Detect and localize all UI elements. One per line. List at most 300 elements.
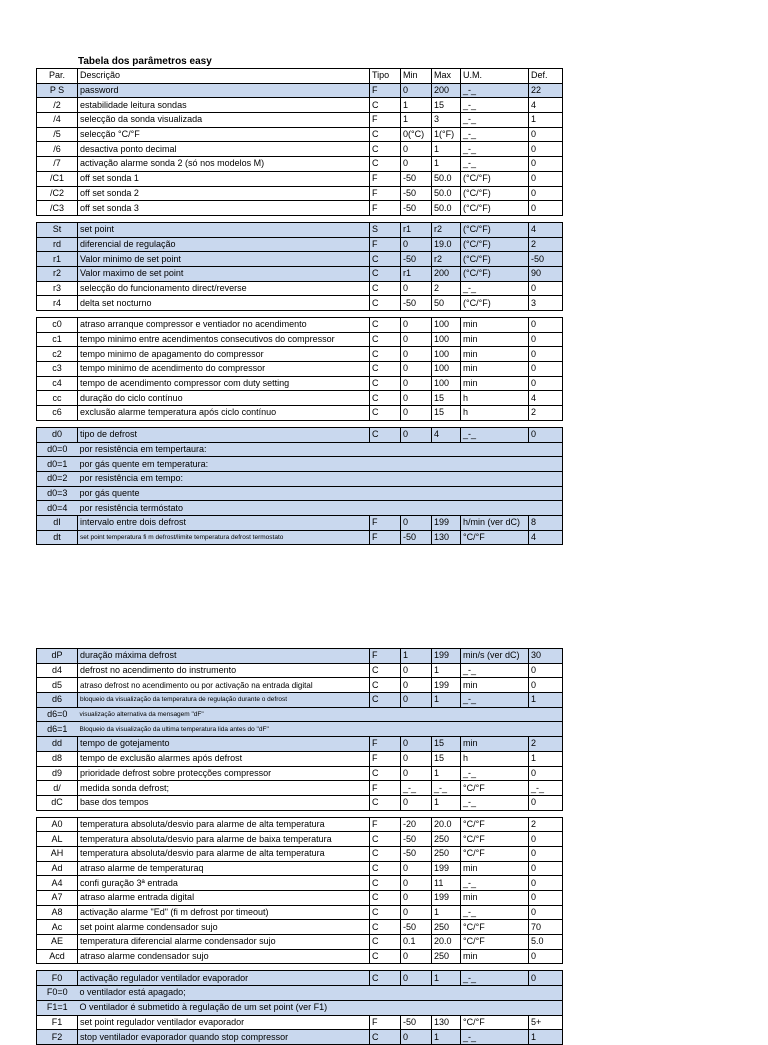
param-code: d6 <box>37 693 78 708</box>
param-default: 0 <box>529 332 563 347</box>
option-description: Bloqueio da visualização da ultima temperatura lida antes do "dF" <box>78 722 563 737</box>
param-default: 0 <box>529 157 563 172</box>
param-code: F0 <box>37 971 78 986</box>
param-type: F <box>370 751 401 766</box>
param-description: atraso alarme condensador sujo <box>78 949 370 964</box>
param-default: 0 <box>529 846 563 861</box>
param-default: 4 <box>529 98 563 113</box>
param-min: -50 <box>401 832 432 847</box>
option-description: O ventilador é submetido à regulação de um set point (ver F1) <box>78 1000 563 1015</box>
param-min: 1 <box>401 98 432 113</box>
param-type: C <box>370 252 401 267</box>
param-description: tempo minimo entre acendimentos consecutivos do compressor <box>78 332 370 347</box>
spacer-cell <box>37 215 563 222</box>
spacer-cell <box>37 420 563 427</box>
param-type: C <box>370 949 401 964</box>
param-min: 0 <box>401 406 432 421</box>
parameter-row <box>37 157 563 172</box>
param-unit: _-_ <box>461 113 529 128</box>
param-unit: _-_ <box>461 971 529 986</box>
param-type: C <box>370 766 401 781</box>
param-type: F <box>370 817 401 832</box>
param-max: 1 <box>432 142 461 157</box>
option-row <box>37 442 563 457</box>
parameter-row <box>37 237 563 252</box>
param-code: A7 <box>37 891 78 906</box>
param-description: Valor minimo de set point <box>78 252 370 267</box>
param-description: defrost no acendimento do instrumento <box>78 663 370 678</box>
param-default: 0 <box>529 376 563 391</box>
param-default: 1 <box>529 693 563 708</box>
param-min: -20 <box>401 817 432 832</box>
param-min: 0 <box>401 795 432 810</box>
param-unit: _-_ <box>461 157 529 172</box>
param-type: C <box>370 296 401 311</box>
param-default: 0 <box>529 905 563 920</box>
spacer-cell <box>37 964 563 971</box>
param-code: AH <box>37 846 78 861</box>
param-unit: _-_ <box>461 427 529 442</box>
param-description: set point <box>78 222 370 237</box>
parameter-row <box>37 751 563 766</box>
row-spacer <box>37 420 563 427</box>
param-default: 0 <box>529 281 563 296</box>
parameter-row <box>37 142 563 157</box>
param-unit: _-_ <box>461 83 529 98</box>
param-description: set point alarme condensador sujo <box>78 920 370 935</box>
param-default: 90 <box>529 266 563 281</box>
param-min: 0 <box>401 663 432 678</box>
param-max: 100 <box>432 318 461 333</box>
param-default: -50 <box>529 252 563 267</box>
param-max: 15 <box>432 737 461 752</box>
param-unit: (°C/°F) <box>461 186 529 201</box>
param-max: 100 <box>432 347 461 362</box>
param-type: F <box>370 737 401 752</box>
param-code: d0 <box>37 427 78 442</box>
param-description: medida sonda defrost; <box>78 781 370 796</box>
param-code: /4 <box>37 113 78 128</box>
param-code: d/ <box>37 781 78 796</box>
param-description: selecção °C/°F <box>78 127 370 142</box>
param-type: F <box>370 515 401 530</box>
param-type: C <box>370 935 401 950</box>
param-unit: min <box>461 678 529 693</box>
param-type: F <box>370 83 401 98</box>
parameter-row <box>37 83 563 98</box>
param-description: off set sonda 2 <box>78 186 370 201</box>
parameter-row <box>37 846 563 861</box>
param-code: d5 <box>37 678 78 693</box>
parameter-row <box>37 391 563 406</box>
param-max: _-_ <box>432 781 461 796</box>
param-description: tempo de gotejamento <box>78 737 370 752</box>
option-description: por resistência termóstato <box>78 501 563 516</box>
param-type: S <box>370 222 401 237</box>
parameter-row <box>37 971 563 986</box>
param-unit: min <box>461 347 529 362</box>
spacer-cell <box>37 810 563 817</box>
param-code: /C2 <box>37 186 78 201</box>
param-code: d0=1 <box>37 457 78 472</box>
header-def: Def. <box>529 69 563 84</box>
param-min: -50 <box>401 296 432 311</box>
param-min: -50 <box>401 201 432 216</box>
param-description: duração máxima defrost <box>78 649 370 664</box>
param-code: P S <box>37 83 78 98</box>
param-code: /5 <box>37 127 78 142</box>
parameter-row <box>37 332 563 347</box>
param-type: C <box>370 678 401 693</box>
param-type: C <box>370 142 401 157</box>
param-unit: min <box>461 376 529 391</box>
param-min: 0 <box>401 693 432 708</box>
header-um: U.M. <box>461 69 529 84</box>
param-min: 0 <box>401 157 432 172</box>
param-min: 0 <box>401 891 432 906</box>
param-unit: min <box>461 737 529 752</box>
param-default: 4 <box>529 530 563 545</box>
param-default: 1 <box>529 113 563 128</box>
param-min: 0 <box>401 318 432 333</box>
parameter-row <box>37 795 563 810</box>
param-max: 50.0 <box>432 171 461 186</box>
param-code: cc <box>37 391 78 406</box>
param-unit: _-_ <box>461 795 529 810</box>
param-description: Valor maximo de set point <box>78 266 370 281</box>
param-default: 0 <box>529 678 563 693</box>
param-type: C <box>370 157 401 172</box>
param-unit: _-_ <box>461 876 529 891</box>
param-description: temperatura absoluta/desvio para alarme de baixa temperatura <box>78 832 370 847</box>
param-unit: _-_ <box>461 281 529 296</box>
parameter-row <box>37 347 563 362</box>
spacer-cell <box>37 311 563 318</box>
param-default: 8 <box>529 515 563 530</box>
param-type: C <box>370 905 401 920</box>
param-max: r2 <box>432 252 461 267</box>
param-type: C <box>370 876 401 891</box>
param-max: 1 <box>432 693 461 708</box>
param-default: 0 <box>529 318 563 333</box>
param-description: tempo minimo de apagamento do compressor <box>78 347 370 362</box>
param-description: set point temperatura fi m defrost/limite temperatura defrost termostato <box>78 530 370 545</box>
param-unit: _-_ <box>461 693 529 708</box>
param-default: 22 <box>529 83 563 98</box>
parameter-row <box>37 296 563 311</box>
param-code: A8 <box>37 905 78 920</box>
param-description: tipo de defrost <box>78 427 370 442</box>
param-max: 2 <box>432 281 461 296</box>
param-max: 20.0 <box>432 935 461 950</box>
parameter-row <box>37 781 563 796</box>
param-description: estabilidade leitura sondas <box>78 98 370 113</box>
parameter-row <box>37 861 563 876</box>
parameter-row <box>37 127 563 142</box>
option-row <box>37 457 563 472</box>
param-default: 2 <box>529 737 563 752</box>
param-min: _-_ <box>401 781 432 796</box>
param-code: r1 <box>37 252 78 267</box>
option-description: por resistência em tempo: <box>78 471 563 486</box>
param-unit: h <box>461 406 529 421</box>
parameter-row <box>37 515 563 530</box>
param-max: 100 <box>432 362 461 377</box>
param-type: C <box>370 920 401 935</box>
param-min: 0 <box>401 766 432 781</box>
param-type: C <box>370 332 401 347</box>
param-default: 0 <box>529 949 563 964</box>
param-description: tempo minimo de acendimento do compressor <box>78 362 370 377</box>
param-max: 250 <box>432 949 461 964</box>
header-min: Min <box>401 69 432 84</box>
param-code: F2 <box>37 1030 78 1045</box>
param-unit: _-_ <box>461 1030 529 1045</box>
param-unit: h/min (ver dC) <box>461 515 529 530</box>
param-description: temperatura absoluta/desvio para alarme de alta temperatura <box>78 817 370 832</box>
param-description: exclusão alarme temperatura após ciclo contínuo <box>78 406 370 421</box>
param-max: 1 <box>432 663 461 678</box>
parameter-row <box>37 1030 563 1045</box>
parameter-row <box>37 678 563 693</box>
option-description: o ventilador está apagado; <box>78 986 563 1001</box>
param-type: C <box>370 127 401 142</box>
param-unit: min <box>461 332 529 347</box>
param-max: 199 <box>432 678 461 693</box>
parameter-row <box>37 876 563 891</box>
param-code: d0=3 <box>37 486 78 501</box>
param-max: 4 <box>432 427 461 442</box>
param-code: c2 <box>37 347 78 362</box>
param-type: F <box>370 171 401 186</box>
param-description: atraso defrost no acendimento ou por activação na entrada digital <box>78 678 370 693</box>
param-code: d9 <box>37 766 78 781</box>
param-max: 130 <box>432 530 461 545</box>
param-type: C <box>370 795 401 810</box>
parameter-row <box>37 113 563 128</box>
parameter-row <box>37 920 563 935</box>
param-max: 250 <box>432 846 461 861</box>
param-code: /C3 <box>37 201 78 216</box>
param-unit: °C/°F <box>461 817 529 832</box>
param-default: 2 <box>529 406 563 421</box>
param-min: -50 <box>401 920 432 935</box>
parameter-row <box>37 905 563 920</box>
param-type: F <box>370 530 401 545</box>
param-unit: °C/°F <box>461 530 529 545</box>
param-unit: _-_ <box>461 663 529 678</box>
param-description: selecção do funcionamento direct/reverse <box>78 281 370 296</box>
param-unit: _-_ <box>461 127 529 142</box>
param-type: F <box>370 781 401 796</box>
parameter-row <box>37 376 563 391</box>
param-unit: °C/°F <box>461 781 529 796</box>
param-code: c3 <box>37 362 78 377</box>
param-max: 15 <box>432 406 461 421</box>
header-max: Max <box>432 69 461 84</box>
param-description: activação regulador ventilador evaporador <box>78 971 370 986</box>
param-default: 0 <box>529 201 563 216</box>
param-max: 19.0 <box>432 237 461 252</box>
param-min: -50 <box>401 252 432 267</box>
param-code: r2 <box>37 266 78 281</box>
param-min: 0 <box>401 861 432 876</box>
param-max: 199 <box>432 861 461 876</box>
header-tipo: Tipo <box>370 69 401 84</box>
param-min: 1 <box>401 113 432 128</box>
parameter-row <box>37 281 563 296</box>
param-max: 250 <box>432 832 461 847</box>
param-min: 0 <box>401 971 432 986</box>
param-unit: _-_ <box>461 766 529 781</box>
param-default: 0 <box>529 127 563 142</box>
parameter-row <box>37 935 563 950</box>
param-max: 100 <box>432 332 461 347</box>
param-code: r4 <box>37 296 78 311</box>
param-unit: (°C/°F) <box>461 201 529 216</box>
parameter-row <box>37 737 563 752</box>
param-description: atraso arranque compressor e ventiador no acendimento <box>78 318 370 333</box>
param-code: d0=0 <box>37 442 78 457</box>
param-max: 11 <box>432 876 461 891</box>
parameter-row <box>37 318 563 333</box>
param-description: off set sonda 3 <box>78 201 370 216</box>
param-min: 0.1 <box>401 935 432 950</box>
param-description: delta set nocturno <box>78 296 370 311</box>
row-spacer <box>37 964 563 971</box>
param-code: dI <box>37 515 78 530</box>
param-code: c4 <box>37 376 78 391</box>
param-type: C <box>370 1030 401 1045</box>
param-default: 0 <box>529 971 563 986</box>
param-code: dP <box>37 649 78 664</box>
param-unit: min/s (ver dC) <box>461 649 529 664</box>
param-max: 200 <box>432 83 461 98</box>
parameter-row <box>37 949 563 964</box>
param-unit: min <box>461 949 529 964</box>
param-default: _-_ <box>529 781 563 796</box>
param-type: C <box>370 971 401 986</box>
parameter-row <box>37 222 563 237</box>
param-code: d0=2 <box>37 471 78 486</box>
param-code: dC <box>37 795 78 810</box>
param-description: activação alarme sonda 2 (só nos modelos M) <box>78 157 370 172</box>
param-unit: (°C/°F) <box>461 171 529 186</box>
param-description: confi guração 3ª entrada <box>78 876 370 891</box>
param-type: C <box>370 406 401 421</box>
param-max: 3 <box>432 113 461 128</box>
param-max: 50 <box>432 296 461 311</box>
option-row <box>37 1000 563 1015</box>
param-default: 2 <box>529 817 563 832</box>
param-type: C <box>370 427 401 442</box>
param-min: 0 <box>401 362 432 377</box>
param-unit: (°C/°F) <box>461 252 529 267</box>
param-unit: (°C/°F) <box>461 237 529 252</box>
param-min: 0 <box>401 237 432 252</box>
param-max: 15 <box>432 751 461 766</box>
param-description: intervalo entre dois defrost <box>78 515 370 530</box>
param-code: Ad <box>37 861 78 876</box>
param-type: C <box>370 347 401 362</box>
param-max: 1 <box>432 766 461 781</box>
param-unit: °C/°F <box>461 935 529 950</box>
parameter-row <box>37 201 563 216</box>
param-type: C <box>370 693 401 708</box>
param-description: base dos tempos <box>78 795 370 810</box>
param-code: c0 <box>37 318 78 333</box>
param-code: F1=1 <box>37 1000 78 1015</box>
param-code: /7 <box>37 157 78 172</box>
param-code: AL <box>37 832 78 847</box>
param-unit: min <box>461 861 529 876</box>
param-code: r3 <box>37 281 78 296</box>
param-description: selecção da sonda visualizada <box>78 113 370 128</box>
param-min: 0 <box>401 391 432 406</box>
option-row <box>37 486 563 501</box>
param-code: A4 <box>37 876 78 891</box>
option-row <box>37 471 563 486</box>
param-min: 0 <box>401 905 432 920</box>
param-unit: min <box>461 891 529 906</box>
param-type: F <box>370 237 401 252</box>
param-default: 0 <box>529 891 563 906</box>
param-type: C <box>370 846 401 861</box>
param-default: 70 <box>529 920 563 935</box>
param-min: -50 <box>401 1015 432 1030</box>
param-min: 0 <box>401 515 432 530</box>
param-code: St <box>37 222 78 237</box>
option-description: visualização alternativa da mensagem "dF" <box>78 707 563 722</box>
param-unit: h <box>461 391 529 406</box>
parameter-row <box>37 427 563 442</box>
param-min: 0 <box>401 142 432 157</box>
param-type: C <box>370 98 401 113</box>
param-max: 1 <box>432 157 461 172</box>
param-default: 4 <box>529 391 563 406</box>
parameter-row <box>37 266 563 281</box>
param-min: -50 <box>401 530 432 545</box>
param-type: C <box>370 891 401 906</box>
param-unit: °C/°F <box>461 846 529 861</box>
parameter-row <box>37 530 563 545</box>
param-default: 5+ <box>529 1015 563 1030</box>
param-description: activação alarme "Ed" (fi m defrost por timeout) <box>78 905 370 920</box>
parameter-row <box>37 406 563 421</box>
param-description: stop ventilador evaporador quando stop compressor <box>78 1030 370 1045</box>
option-row <box>37 707 563 722</box>
option-row <box>37 722 563 737</box>
param-description: tempo de acendimento compressor com duty setting <box>78 376 370 391</box>
param-unit: °C/°F <box>461 920 529 935</box>
param-unit: (°C/°F) <box>461 296 529 311</box>
param-type: C <box>370 663 401 678</box>
param-type: C <box>370 266 401 281</box>
param-type: C <box>370 376 401 391</box>
param-description: duração do ciclo contínuo <box>78 391 370 406</box>
param-type: C <box>370 391 401 406</box>
param-code: d6=0 <box>37 707 78 722</box>
parameter-row <box>37 1015 563 1030</box>
param-code: dt <box>37 530 78 545</box>
parameter-row <box>37 98 563 113</box>
param-type: C <box>370 362 401 377</box>
header-row <box>37 69 563 84</box>
param-default: 0 <box>529 663 563 678</box>
parameter-row <box>37 186 563 201</box>
param-description: temperatura absoluta/desvio para alarme de alta temperatura <box>78 846 370 861</box>
option-row <box>37 986 563 1001</box>
